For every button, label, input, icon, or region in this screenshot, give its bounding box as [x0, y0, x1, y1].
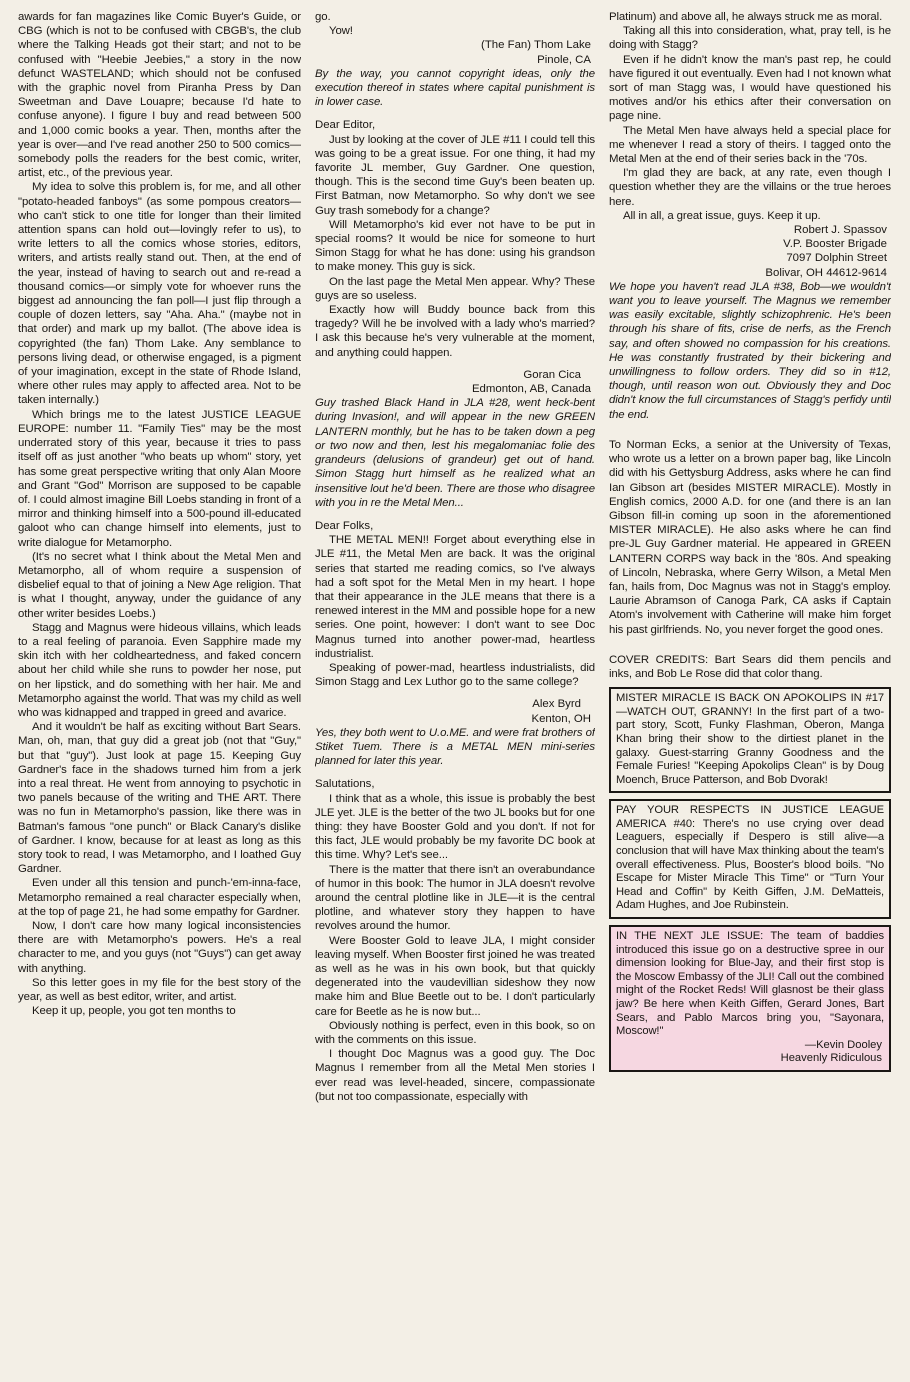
lake-letter-paragraph: Which brings me to the latest JUSTICE LEAGUE EUROPE: number 11. "Family Ties" may be the most underrated story of this year, because it tries to pass itself off as just another "who beats up whom" story, yet has some great perspective writing that only Alan Moore and Grant "God" Morrison are supposed to be capable of. I could almost imagine Bill Loebs standing in front of a mirror and thinking himself into a 500-pound ill-educated galoot who can change himself into elements, just to write dialogue for Metamorpho.: [18, 408, 301, 549]
spassov-letter-paragraph: I thought Doc Magnus was a good guy. The Doc Magnus I remember from all the Metal Men stories I ever read was level-headed, sincere, compassionate (but not too compassionate, especially with: [315, 1048, 595, 1103]
signature-name: (The Fan) Thom Lake: [481, 39, 591, 52]
letter-salutation: Dear Editor,: [315, 119, 376, 132]
mister-miracle-promo-text: MISTER MIRACLE IS BACK ON APOKOLIPS IN #17—WATCH OUT, GRANNY! In the first part of a two-part story, Scott, Funky Flashman, Oberon, Manga Khan bring their show to the dirtiest planet in the galaxy. Guest-starring Granny Goodness and the Female Furies! "Keeping Apokolips Clean" is by Doug Moench, Bruce Patterson, and Bob Dvorak!: [616, 692, 884, 786]
spassov-letter-paragraph: Were Booster Gold to leave JLA, I might consider leaving myself. When Booster first joined he was treated as well as he was in his own book, but that quickly degenerated into the vaudevillian sideshow they now make him and Blue Beetle out to be. I don't particularly care for Beetle as he is now but...: [315, 934, 595, 1018]
signature-line: V.P. Booster Brigade: [783, 238, 887, 251]
signature-line: Bolivar, OH 44612-9614: [765, 266, 887, 279]
signature-name: Alex Byrd: [532, 698, 581, 711]
byrd-letter-paragraph: THE METAL MEN!! Forget about everything else in JLE #11, the Metal Men are back. It was the original series that started me reading comics, so I've always had a soft spot for the Metal Men in my heart. I hope that their appearance in the JLE means that there is a renewed interest in the MM and possible hope for a new series. One point, however: I don't want to see Doc Magnus turned into another power-mad, heartless industrialist.: [315, 534, 595, 660]
lake-letter-paragraph: And it wouldn't be half as exciting without Bart Sears. Man, oh, man, that guy did a great job (not that "Guy," but that "guy"). Just look at page 15. Keeping Guy Gardner's face in the shadows turned him from a jerk into a real threat. He went from annoying to psychotic in two panels because of the writing and THE ART. There was no fun in Metamorpho's passion, like there was in Batman's famous "one punch" or Black Canary's dislike of Gardner. I know, because for at least as long as this story took to read, I was Metamorpho, and I loathed Guy Gardner.: [18, 721, 301, 876]
spacer: [315, 689, 595, 697]
spassov-letter-paragraph: Even if he didn't know the man's past rep, he could have figured it out eventually. Even had I not known what sort of man Stagg was, I would have questioned his motives and/or his ethics after their conversation on page nine.: [609, 53, 891, 123]
spassov-letter-paragraph: I think that as a whole, this issue is probably the best JLE yet. JLE is the better of the two JL books but for one thing: they have Booster Gold and you don't. If not for this fact, JLE would probably be my favorite DC book at this time. Why? Let's see...: [315, 792, 595, 862]
spassov-letter-paragraph: Taking all this into consideration, what, pray tell, is he doing with Stagg?: [609, 25, 891, 52]
editor-signature-name: —Kevin Dooley: [804, 1038, 882, 1051]
next-issue-promo-box: [609, 925, 891, 1072]
editor-reply: By the way, you cannot copyright ideas, only the execution thereof in states where capital punishment is in lower case.: [315, 67, 595, 109]
spassov-letter-paragraph: The Metal Men have always held a special place for me whenever I read a story of theirs. I tagged onto the Metal Men at the end of their series back in the '70s.: [609, 124, 891, 166]
editor-reply: Guy trashed Black Hand in JLA #28, went heck-bent during Invasion!, and will appear in the new GREEN LANTERN monthly, but he has to be taken down a peg or two now and then, lest his megalomaniac folie des grandeurs (delusions of grandeur) get out of hand. Simon Stagg hurt himself as he realized what an insensitive lout he'd been. There are those who disagree with you in re the Metal Men...: [315, 397, 595, 509]
editor-reply: Yes, they both went to U.o.ME. and were frat brothers of Stiket Tuem. There is a METAL MEN mini-series planned for later this year.: [315, 726, 595, 768]
signature-place: Pinole, CA: [537, 53, 591, 66]
lake-letter-paragraph: My idea to solve this problem is, for me, and all other "potato-headed fanboys" (as some pompous creators—who can't stick to one title for longer than their limited attention spans can hold out—lovingly refer to us), to write letters to all the comics whose stories, editors, writers, and artists really stand out. Then, at the end of the year, instead of having to search out and re-read a thousand comics—or simply vote for whoever runs the biggest ad announcing the fan poll—I just flip through a couple of dozen letters, say "Aha. Aha." (maybe not in that order) and mark up my ballot. (The above idea is copyrighted (the fan) Thom Lake. Any semblance to persons living dead, or otherwise engaged, is a pigment of your imagination, except in the state of Rhode Island, where other rules may apply to affected area. Not to be taken internally.): [18, 181, 301, 407]
editor-reply: We hope you haven't read JLA #38, Bob—we wouldn't want you to leave yourself. The Magnus we remember was easily excitable, slightly schizophrenic. He's been through his share of fits, crise de nerfs, as the French say, and often showed no compassion for his creations. He was constantly frustrated by their bickering and unwillingness to follow orders. They did so in #12, though, until reason won out. Obviously they and Doc didn't know the full circumstances of Stagg's perfidy until the end.: [609, 280, 891, 421]
cica-letter-paragraph: On the last page the Metal Men appear. Why? These guys are so useless.: [315, 275, 595, 302]
lake-letter-paragraph: Even under all this tension and punch-'em-inna-face, Metamorpho remained a real character especially when, at the top of page 21, he had some empathy for Gardner.: [18, 877, 301, 918]
mister-miracle-promo-box: [609, 687, 891, 793]
letter-salutation: Dear Folks,: [315, 519, 374, 532]
lake-letter-paragraph: So this letter goes in my file for the best story of the year, as well as best editor, writer, and artist.: [18, 976, 301, 1004]
spassov-letter-paragraph: There is the matter that there isn't an overabundance of humor in this book: The humor in JLA doesn't revolve around the central plotline like in JLE—it is the central plotline, and whatever story they happen to have revolves around the humor.: [315, 863, 595, 933]
signature-line: Robert J. Spassov: [793, 224, 887, 237]
lake-letter-paragraph: awards for fan magazines like Comic Buyer's Guide, or CBG (which is not to be confused with CBGB's, the club where the Talking Heads got their start; and not to be confused with "Heebie Jeebies," a story in the now defunct WASTELAND; which should not be confused with the graphic novel from Piranha Press by Dan Sweetman and Dave Louapre; because I'd hate to confuse anyone). I figure I buy and read between 500 and 1,000 comic books a year. Then, months after the year is over—and I've read another 250 to 500 comics—somebody polls the readers for the best comic, writer, artist, etc., of the previous year.: [18, 11, 301, 180]
next-issue-promo-text: IN THE NEXT JLE ISSUE: The team of baddies introduced this issue go on a destructive spree in our dimension looking for Blue-Jay, and their first stop is the Moscow Embassy of the JLI! Call out the combined might of the Rocket Reds! Will glasnost be their glass jaw? Be here when Keith Giffen, Gerard Jones, Bart Sears, and Pablo Marcos bring you, "Sayonara, Moscow!": [616, 930, 884, 1038]
lake-letter-end: go.: [315, 11, 331, 23]
column-1: [18, 10, 301, 1374]
letter-salutation: Salutations,: [315, 778, 375, 791]
cica-letter-paragraph: Just by looking at the cover of JLE #11 I could tell this was going to be a great issue. For one thing, it had my favorite JL member, Guy Gardner. One question, though. This is the second time Guy's been beaten up. First Batman, now Metamorpho. So why don't we see Guy trash somebody for a change?: [315, 133, 595, 217]
spassov-letter-paragraph: All in all, a great issue, guys. Keep it up.: [623, 209, 821, 222]
byrd-letter-paragraph: Speaking of power-mad, heartless industrialists, did Simon Stagg and Lex Luthor go to the same college?: [315, 661, 595, 689]
editor-signature-title: Heavenly Ridiculous: [780, 1052, 882, 1065]
lake-letter-paragraph: Keep it up, people, you got ten months to: [32, 1005, 236, 1018]
spacer: [315, 360, 595, 368]
lake-letter-paragraph: Stagg and Magnus were hideous villains, which leads to a real feeling of paranoia. Even Sapphire made my skin itch with her coldheartedness, and faked concern about her child while she runs to powder her nose, put on her lipstick, and do something with her hair. Me and Metamorpho against the world. That was my child as well who was kidnapped and trapped in greed and avarice.: [18, 621, 301, 719]
cica-letter-paragraph: Exactly how will Buddy bounce back from this tragedy? Will he be involved with a lady who's married? I ask this because he's very vulnerable at the moment, and anything could happen.: [315, 304, 595, 359]
jla40-promo-text: PAY YOUR RESPECTS IN JUSTICE LEAGUE AMERICA #40: There's no use crying over dead Leaguers, especially if Despero is still alive—a conclusion that will have Max thinking about the team's overall effectiveness. Plus, Booster's blood boils. "No Escape for Mister Miracle This Time" or "Turn Your Head and Coffin" by Keith Giffen, J.M. DeMatteis, Adam Hughes, and Joe Rubinstein.: [616, 804, 884, 912]
cica-letter-paragraph: Will Metamorpho's kid ever not have to be put in special rooms? It would be nice for someone to hurt Simon Stagg for what he has done: using his grandson to make money. This guy is sick.: [315, 218, 595, 274]
column-3: [609, 10, 891, 1374]
signature-place: Kenton, OH: [531, 712, 591, 725]
jla40-promo-box: [609, 799, 891, 919]
spacer: [609, 637, 891, 653]
spacer: [609, 422, 891, 438]
spassov-letter-paragraph: Obviously nothing is perfect, even in this book, so on with the comments on this issue.: [315, 1019, 595, 1047]
signature-name: Goran Cica: [523, 368, 581, 381]
lake-letter-paragraph: (It's no secret what I think about the Metal Men and Metamorpho, all of whom require a suspension of disbelief equal to that of joining a New Age religion. That is what I thought, anyway, under the guidance of any other writer besides Loebs.): [18, 550, 301, 620]
lake-letter-paragraph: Now, I don't care how many logical inconsistencies there are with Metamorpho's powers. He's a real character to me, and you guys (not "Guys") can get away with anything.: [18, 920, 301, 975]
cover-credits: COVER CREDITS: Bart Sears did them pencils and inks, and Bob Le Rose did that color thang.: [609, 653, 891, 680]
signature-line: 7097 Dolphin Street: [786, 252, 887, 265]
ecks-note: To Norman Ecks, a senior at the University of Texas, who wrote us a letter on a brown paper bag, like Lincoln did with his Gettysburg Address, asks where he can find Ian Gibson art (besides MISTER MIRACLE). Mostly in English comics, 2000 A.D. for one (and there is an Ian Gibson fill-in coming up soon in the aforementioned MISTER MIRACLE). He also asks where he can find pre-JL Guy Gardner material. He appeared in GREEN LANTERN CORPS way back in the '80s. And speaking of Lincoln, Nebraska, where Gerry Wilson, a Metal Men fan, hails from, Doc Magnus was not in Stagg's employ. Laurie Abramson of Canoga Park, CA asks if Captain Atom's involvement with Catherine will make him forget his past girlfriends. No, you never forget the good ones.: [609, 438, 891, 636]
lake-letter-yow: Yow!: [329, 25, 353, 38]
spassov-letter-paragraph: Platinum) and above all, he always struck me as moral.: [609, 11, 883, 23]
signature-place: Edmonton, AB, Canada: [471, 383, 591, 396]
spassov-letter-paragraph: I'm glad they are back, at any rate, even though I question whether they are the villains or the true heroes here.: [609, 167, 891, 208]
column-2: [315, 10, 595, 1374]
